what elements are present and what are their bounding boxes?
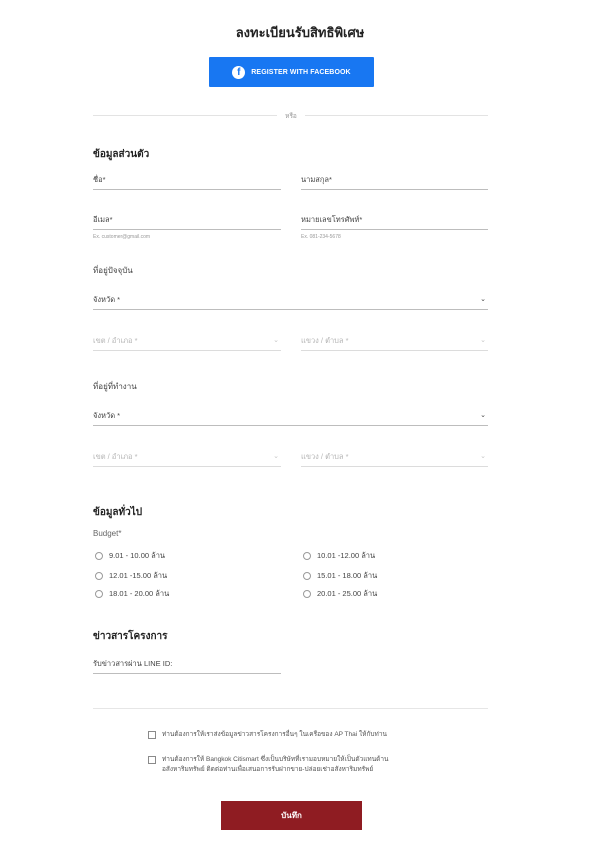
- chevron-down-icon: ⌄: [273, 453, 279, 460]
- last-name-label: นามสกุล*: [301, 175, 332, 184]
- radio-button[interactable]: [303, 590, 311, 598]
- consent-citismart-line-2: อสังหาริมทรัพย์ ติดต่อท่านเพื่อเสนอการรับฝากขาย-ปล่อยเช่าอสังหาริมทรัพย์: [162, 766, 374, 773]
- divider-right: [305, 115, 488, 116]
- budget-option[interactable]: [95, 550, 165, 562]
- home-subdistrict-label: แขวง / ตำบล *: [301, 336, 349, 345]
- budget-label: Budget*: [93, 529, 122, 538]
- save-button[interactable]: [221, 801, 362, 830]
- work-subdistrict-select[interactable]: [301, 451, 488, 467]
- project-news-title: ข่าวสารโครงการ: [93, 631, 168, 642]
- home-district-label: เขต / อำเภอ *: [93, 336, 138, 345]
- chevron-down-icon: ⌄: [273, 337, 279, 344]
- radio-button[interactable]: [95, 552, 103, 560]
- budget-option-label: 18.01 - 20.00 ล้าน: [109, 589, 170, 598]
- work-address-title: ที่อยู่ที่ทำงาน: [93, 382, 137, 391]
- home-province-select[interactable]: [93, 294, 488, 310]
- divider-left: [93, 115, 277, 116]
- home-address-title: ที่อยู่ปัจจุบัน: [93, 266, 133, 275]
- last-name-field[interactable]: [301, 174, 488, 190]
- phone-field[interactable]: [301, 214, 488, 230]
- budget-option-label: 10.01 -12.00 ล้าน: [317, 551, 376, 560]
- work-district-label: เขต / อำเภอ *: [93, 452, 138, 461]
- personal-info-title: ข้อมูลส่วนตัว: [93, 149, 150, 160]
- radio-button[interactable]: [95, 572, 103, 580]
- first-name-field[interactable]: [93, 174, 281, 190]
- register-with-facebook-button[interactable]: [209, 57, 374, 87]
- chevron-down-icon: ⌄: [480, 337, 486, 344]
- facebook-icon: f: [232, 66, 245, 79]
- budget-option-label: 9.01 - 10.00 ล้าน: [109, 551, 166, 560]
- consent-citismart-checkbox-row[interactable]: [148, 755, 388, 775]
- budget-option-label: 12.01 -15.00 ล้าน: [109, 571, 168, 580]
- radio-button[interactable]: [95, 590, 103, 598]
- checkbox[interactable]: [148, 756, 156, 764]
- phone-hint: Ex. 081-234-5678: [301, 234, 341, 240]
- work-subdistrict-label: แขวง / ตำบล *: [301, 452, 349, 461]
- section-divider: [93, 708, 488, 709]
- home-district-select[interactable]: [93, 335, 281, 351]
- work-district-select[interactable]: [93, 451, 281, 467]
- facebook-button-label: REGISTER WITH FACEBOOK: [251, 68, 351, 76]
- checkbox[interactable]: [148, 731, 156, 739]
- chevron-down-icon: ⌄: [480, 296, 486, 303]
- consent-citismart-label: [162, 755, 388, 775]
- budget-option-label: 20.01 - 25.00 ล้าน: [317, 589, 378, 598]
- radio-button[interactable]: [303, 552, 311, 560]
- email-label: อีเมล*: [93, 215, 113, 224]
- email-field[interactable]: [93, 214, 281, 230]
- budget-option[interactable]: [95, 588, 169, 600]
- home-subdistrict-select[interactable]: [301, 335, 488, 351]
- chevron-down-icon: ⌄: [480, 412, 486, 419]
- budget-option[interactable]: [303, 588, 377, 600]
- work-province-select[interactable]: [93, 410, 488, 426]
- budget-option[interactable]: [95, 570, 167, 582]
- consent-ap-thai-label: ท่านต้องการให้เราส่งข้อมูลข่าวสารโครงการอื่นๆ ในเครือของ AP Thai ให้กับท่าน: [162, 731, 387, 738]
- email-hint: Ex. customer@gmail.com: [93, 234, 151, 240]
- budget-option-label: 15.01 - 18.00 ล้าน: [317, 571, 378, 580]
- budget-option[interactable]: [303, 570, 377, 582]
- consent-ap-thai-checkbox-row[interactable]: [148, 730, 387, 740]
- consent-citismart-line-1: ท่านต้องการให้ Bangkok Citismart ซึ่งเป็นบริษัทที่เรามอบหมายให้เป็นตัวแทนด้าน: [162, 756, 389, 763]
- phone-label: หมายเลขโทรศัพท์*: [301, 215, 363, 224]
- work-province-label: จังหวัด *: [93, 411, 121, 420]
- line-id-label: รับข่าวสารผ่าน LINE ID:: [93, 659, 173, 668]
- first-name-label: ชื่อ*: [93, 175, 106, 184]
- radio-button[interactable]: [303, 572, 311, 580]
- chevron-down-icon: ⌄: [480, 453, 486, 460]
- page-title: ลงทะเบียนรับสิทธิพิเศษ: [235, 25, 365, 40]
- or-divider-text: หรือ: [281, 111, 301, 121]
- line-id-field[interactable]: [93, 658, 281, 674]
- home-province-label: จังหวัด *: [93, 295, 121, 304]
- general-info-title: ข้อมูลทั่วไป: [93, 507, 143, 518]
- budget-option[interactable]: [303, 550, 375, 562]
- save-button-label: บันทึก: [281, 811, 302, 820]
